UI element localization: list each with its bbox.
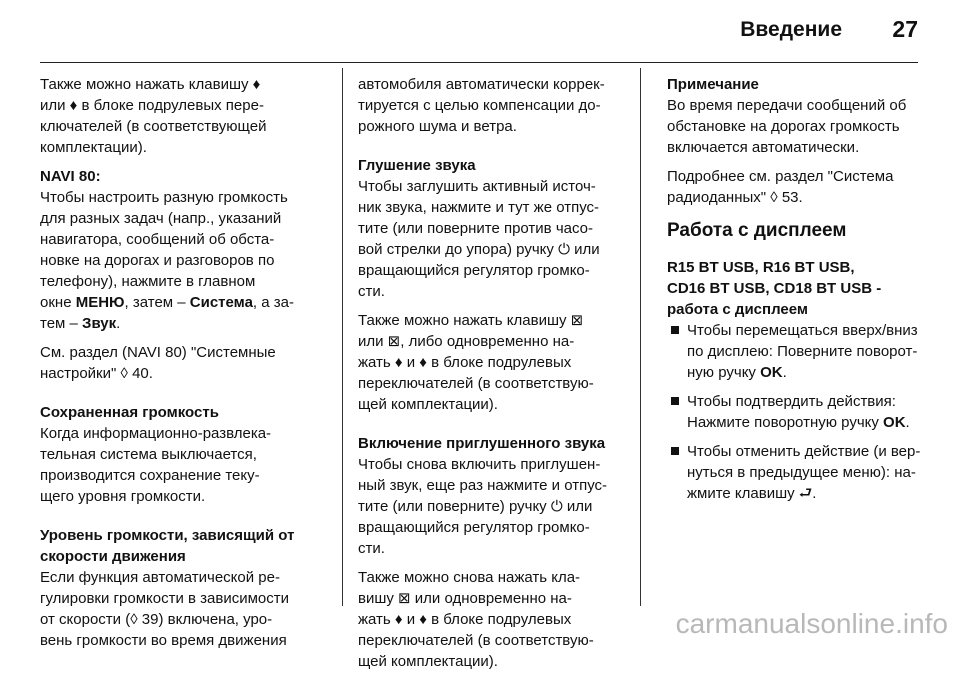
column-2: [358, 74, 624, 680]
volume-keys-paragraph: Также можно нажать клавишу ♦ или ♦ в блоке подрулевых пере- ключателей (в соответствующей комплектации).: [40, 76, 267, 156]
note-heading: Примечание: [667, 76, 759, 93]
unmute-text-2: Также можно снова нажать кла- вишу ⊠ или одновременно на- жать ♦ и ♦ в блоке подрулевых переключателей (в соответствую- щей комплектации).: [358, 569, 594, 670]
unmute-text: Чтобы снова включить приглушен- ный звук, еще раз нажмите и отпус- тите (или поверните) ручку ⏻ или вращающийся регулятор громко- сти.: [358, 456, 608, 557]
mute-text-2: Также можно нажать клавишу ⊠ или ⊠, либо одновременно на- жать ♦ и ♦ в блоке подрулевых переключателей (в соответствую- щей комплектации).: [358, 312, 594, 413]
bullet-item: Чтобы отменить действие (и вер- нуться в предыдущее меню): на- жмите клавишу ⮐.: [667, 441, 924, 504]
continuation-paragraph: автомобиля автоматически коррек- тируется с целью компенсации до- рожного шума и ветра.: [358, 76, 605, 135]
saved-volume-text: Когда информационно-развлека- тельная система выключается, производится сохранение теку- щего уровня громкости.: [40, 425, 272, 505]
column-divider-2: [640, 68, 641, 606]
display-bullet-list: [667, 320, 924, 504]
unmute-heading: Включение приглушенного звука: [358, 435, 606, 452]
saved-volume-heading: Сохраненная громкость: [40, 404, 219, 421]
speed-volume-heading: Уровень громкости, зависящий от скорости движения: [40, 527, 295, 565]
mute-heading: Глушение звука: [358, 157, 476, 174]
bullet-item: Чтобы перемещаться вверх/вниз по дисплею: Поверните поворот- ную ручку OK.: [667, 320, 924, 383]
section-title: Работа с дисплеем: [667, 220, 847, 241]
header-divider: [40, 62, 918, 63]
column-1: [40, 74, 328, 659]
navi80-text: Чтобы настроить разную громкость для разных задач (напр., указаний навигатора, сообщений об обста- новке на дорогах и разговоров по телефону), нажмите в главном окне МЕНЮ, затем – Система, а за- тем – Звук.: [40, 189, 294, 332]
note-reference: Подробнее см. раздел "Система радиоданных" ◊ 53.: [667, 168, 894, 206]
display-subheading: R15 BT USB, R16 BT USB, CD16 BT USB, CD18 BT USB - работа с дисплеем: [667, 259, 882, 318]
note-text: Во время передачи сообщений об обстановке на дорогах громкость включается автоматически.: [667, 97, 907, 156]
navi80-reference: См. раздел (NAVI 80) "Системные настройки" ◊ 40.: [40, 344, 276, 382]
page-header: [0, 0, 960, 62]
speed-volume-text: Если функция автоматической ре- гулировки громкости в зависимости от скорости (◊ 39) включена, уро- вень громкости во время движения: [40, 569, 289, 649]
column-3: [667, 74, 924, 512]
mute-text: Чтобы заглушить активный источ- ник звука, нажмите и тут же отпус- тите (или поверните против часо- вой стрелки до упора) ручку ⏻ или вращающийся регулятор громко- сти.: [358, 178, 600, 300]
page-title: Введение: [740, 18, 842, 41]
column-divider-1: [342, 68, 343, 606]
bullet-item: Чтобы подтвердить действия: Нажмите поворотную ручку OK.: [667, 391, 924, 433]
page-number: 27: [892, 16, 918, 42]
navi80-heading: NAVI 80:: [40, 168, 101, 185]
watermark: carmanualsonline.info: [675, 608, 948, 639]
